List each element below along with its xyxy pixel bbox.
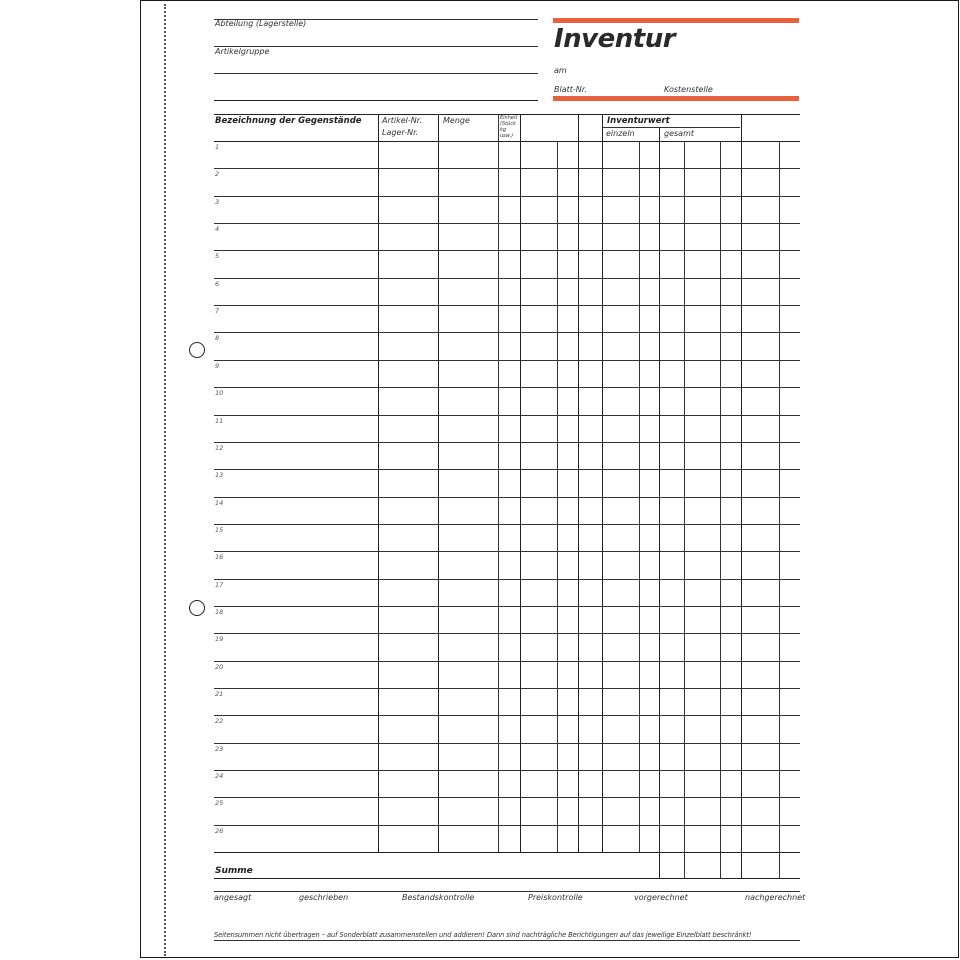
table-row[interactable] — [226, 771, 376, 796]
column-rule — [602, 114, 603, 852]
table-row[interactable] — [226, 634, 376, 659]
table-row[interactable] — [226, 552, 376, 577]
sig-preiskontrolle: Preiskontrolle — [528, 893, 583, 902]
row-number: 11 — [215, 417, 224, 425]
column-rule — [741, 114, 742, 878]
sig-geschrieben: geschrieben — [299, 893, 349, 902]
col-einheit-line-2: (Stück — [500, 121, 516, 127]
page-title: Inventur — [554, 24, 676, 54]
summe-bottom-rule — [214, 878, 800, 879]
column-rule — [779, 141, 780, 878]
col-artikel: Artikel-Nr. — [382, 116, 422, 125]
summe-label: Summe — [215, 866, 253, 876]
table-row[interactable] — [226, 169, 376, 194]
table-row[interactable] — [226, 388, 376, 413]
row-number: 9 — [215, 362, 220, 370]
sig-angesagt: angesagt — [214, 893, 252, 902]
table-row[interactable] — [226, 361, 376, 386]
row-number: 3 — [215, 198, 220, 206]
abteilung-label: Abteilung (Lagerstelle) — [215, 19, 307, 28]
row-number: 26 — [215, 827, 224, 835]
col-einheit-line-1: Einheit — [500, 115, 518, 121]
table-row[interactable] — [226, 251, 376, 276]
row-number: 17 — [215, 581, 224, 589]
row-number: 4 — [215, 225, 220, 233]
table-row[interactable] — [226, 416, 376, 441]
table-row[interactable] — [226, 525, 376, 550]
row-number: 22 — [215, 717, 224, 725]
column-rule — [684, 141, 685, 878]
table-row[interactable] — [226, 580, 376, 605]
column-rule — [498, 114, 499, 852]
inventurwert-sub-rule — [602, 127, 740, 128]
table-row[interactable] — [226, 744, 376, 769]
row-number: 21 — [215, 690, 224, 698]
artikelgruppe-field[interactable] — [214, 73, 538, 74]
col-einheit-line-4: usw.) — [500, 133, 514, 139]
col-menge: Menge — [443, 116, 470, 125]
col-inventurwert: Inventurwert — [607, 116, 670, 126]
table-row[interactable] — [226, 279, 376, 304]
row-number: 13 — [215, 471, 224, 479]
artikelgruppe-label: Artikelgruppe — [215, 47, 270, 56]
header-bottom-rule — [214, 100, 538, 101]
row-number: 24 — [215, 772, 224, 780]
table-row[interactable] — [226, 443, 376, 468]
col-bezeichnung: Bezeichnung der Gegenstände — [215, 116, 362, 126]
blatt-label: Blatt-Nr. — [554, 85, 587, 94]
sig-nachgerechnet: nachgerechnet — [745, 893, 806, 902]
row-number: 8 — [215, 334, 220, 342]
table-row[interactable] — [226, 662, 376, 687]
row-number: 1 — [215, 143, 220, 151]
col-gesamt: gesamt — [664, 129, 694, 138]
row-number: 5 — [215, 252, 220, 260]
table-row[interactable] — [226, 498, 376, 523]
table-row[interactable] — [226, 716, 376, 741]
table-row[interactable] — [226, 470, 376, 495]
column-rule — [557, 141, 558, 852]
row-number: 18 — [215, 608, 224, 616]
row-number: 20 — [215, 663, 224, 671]
row-number: 14 — [215, 499, 224, 507]
table-row[interactable] — [226, 197, 376, 222]
accent-bar-bottom — [553, 96, 799, 101]
column-rule — [659, 127, 660, 878]
col-lager: Lager-Nr. — [382, 128, 419, 137]
accent-bar-top — [553, 18, 799, 23]
row-number: 7 — [215, 307, 220, 315]
table-row[interactable] — [226, 333, 376, 358]
row-rule — [214, 852, 800, 853]
table-row[interactable] — [226, 826, 376, 851]
column-rule — [639, 141, 640, 852]
row-number: 16 — [215, 553, 224, 561]
table-row[interactable] — [226, 689, 376, 714]
punch-hole-icon — [189, 600, 205, 616]
column-rule — [378, 114, 379, 852]
row-number: 19 — [215, 635, 224, 643]
row-number: 2 — [215, 170, 220, 178]
table-row[interactable] — [226, 798, 376, 823]
col-einheit-line-3: kg — [500, 127, 507, 133]
sig-bestandskontrolle: Bestandskontrolle — [402, 893, 475, 902]
abteilung-top-rule — [214, 19, 538, 20]
column-rule — [720, 141, 721, 878]
perforation-line — [164, 4, 166, 956]
table-row[interactable] — [226, 224, 376, 249]
row-number: 15 — [215, 526, 224, 534]
column-rule — [438, 114, 439, 852]
sig-vorgerechnet: vorgerechnet — [634, 893, 688, 902]
punch-hole-icon — [189, 342, 205, 358]
table-row[interactable] — [226, 306, 376, 331]
column-rule — [520, 114, 521, 852]
signature-rule — [214, 891, 800, 892]
col-einzeln: einzeln — [606, 129, 635, 138]
column-rule — [578, 114, 579, 852]
row-number: 25 — [215, 799, 224, 807]
row-number: 12 — [215, 444, 224, 452]
footer-note-rule — [214, 940, 800, 941]
am-label: am — [554, 66, 567, 75]
kostenstelle-label: Kostenstelle — [664, 85, 713, 94]
row-number: 23 — [215, 745, 224, 753]
row-number: 10 — [215, 389, 224, 397]
table-row[interactable] — [226, 607, 376, 632]
row-number: 6 — [215, 280, 220, 288]
footer-note: Seitensummen nicht übertragen – auf Sonderblatt zusammenstellen und addieren! Dann sind nachträgliche Berichtigungen auf das jeweilige Einzelblatt beschränkt! — [214, 931, 752, 939]
table-row[interactable] — [226, 142, 376, 167]
